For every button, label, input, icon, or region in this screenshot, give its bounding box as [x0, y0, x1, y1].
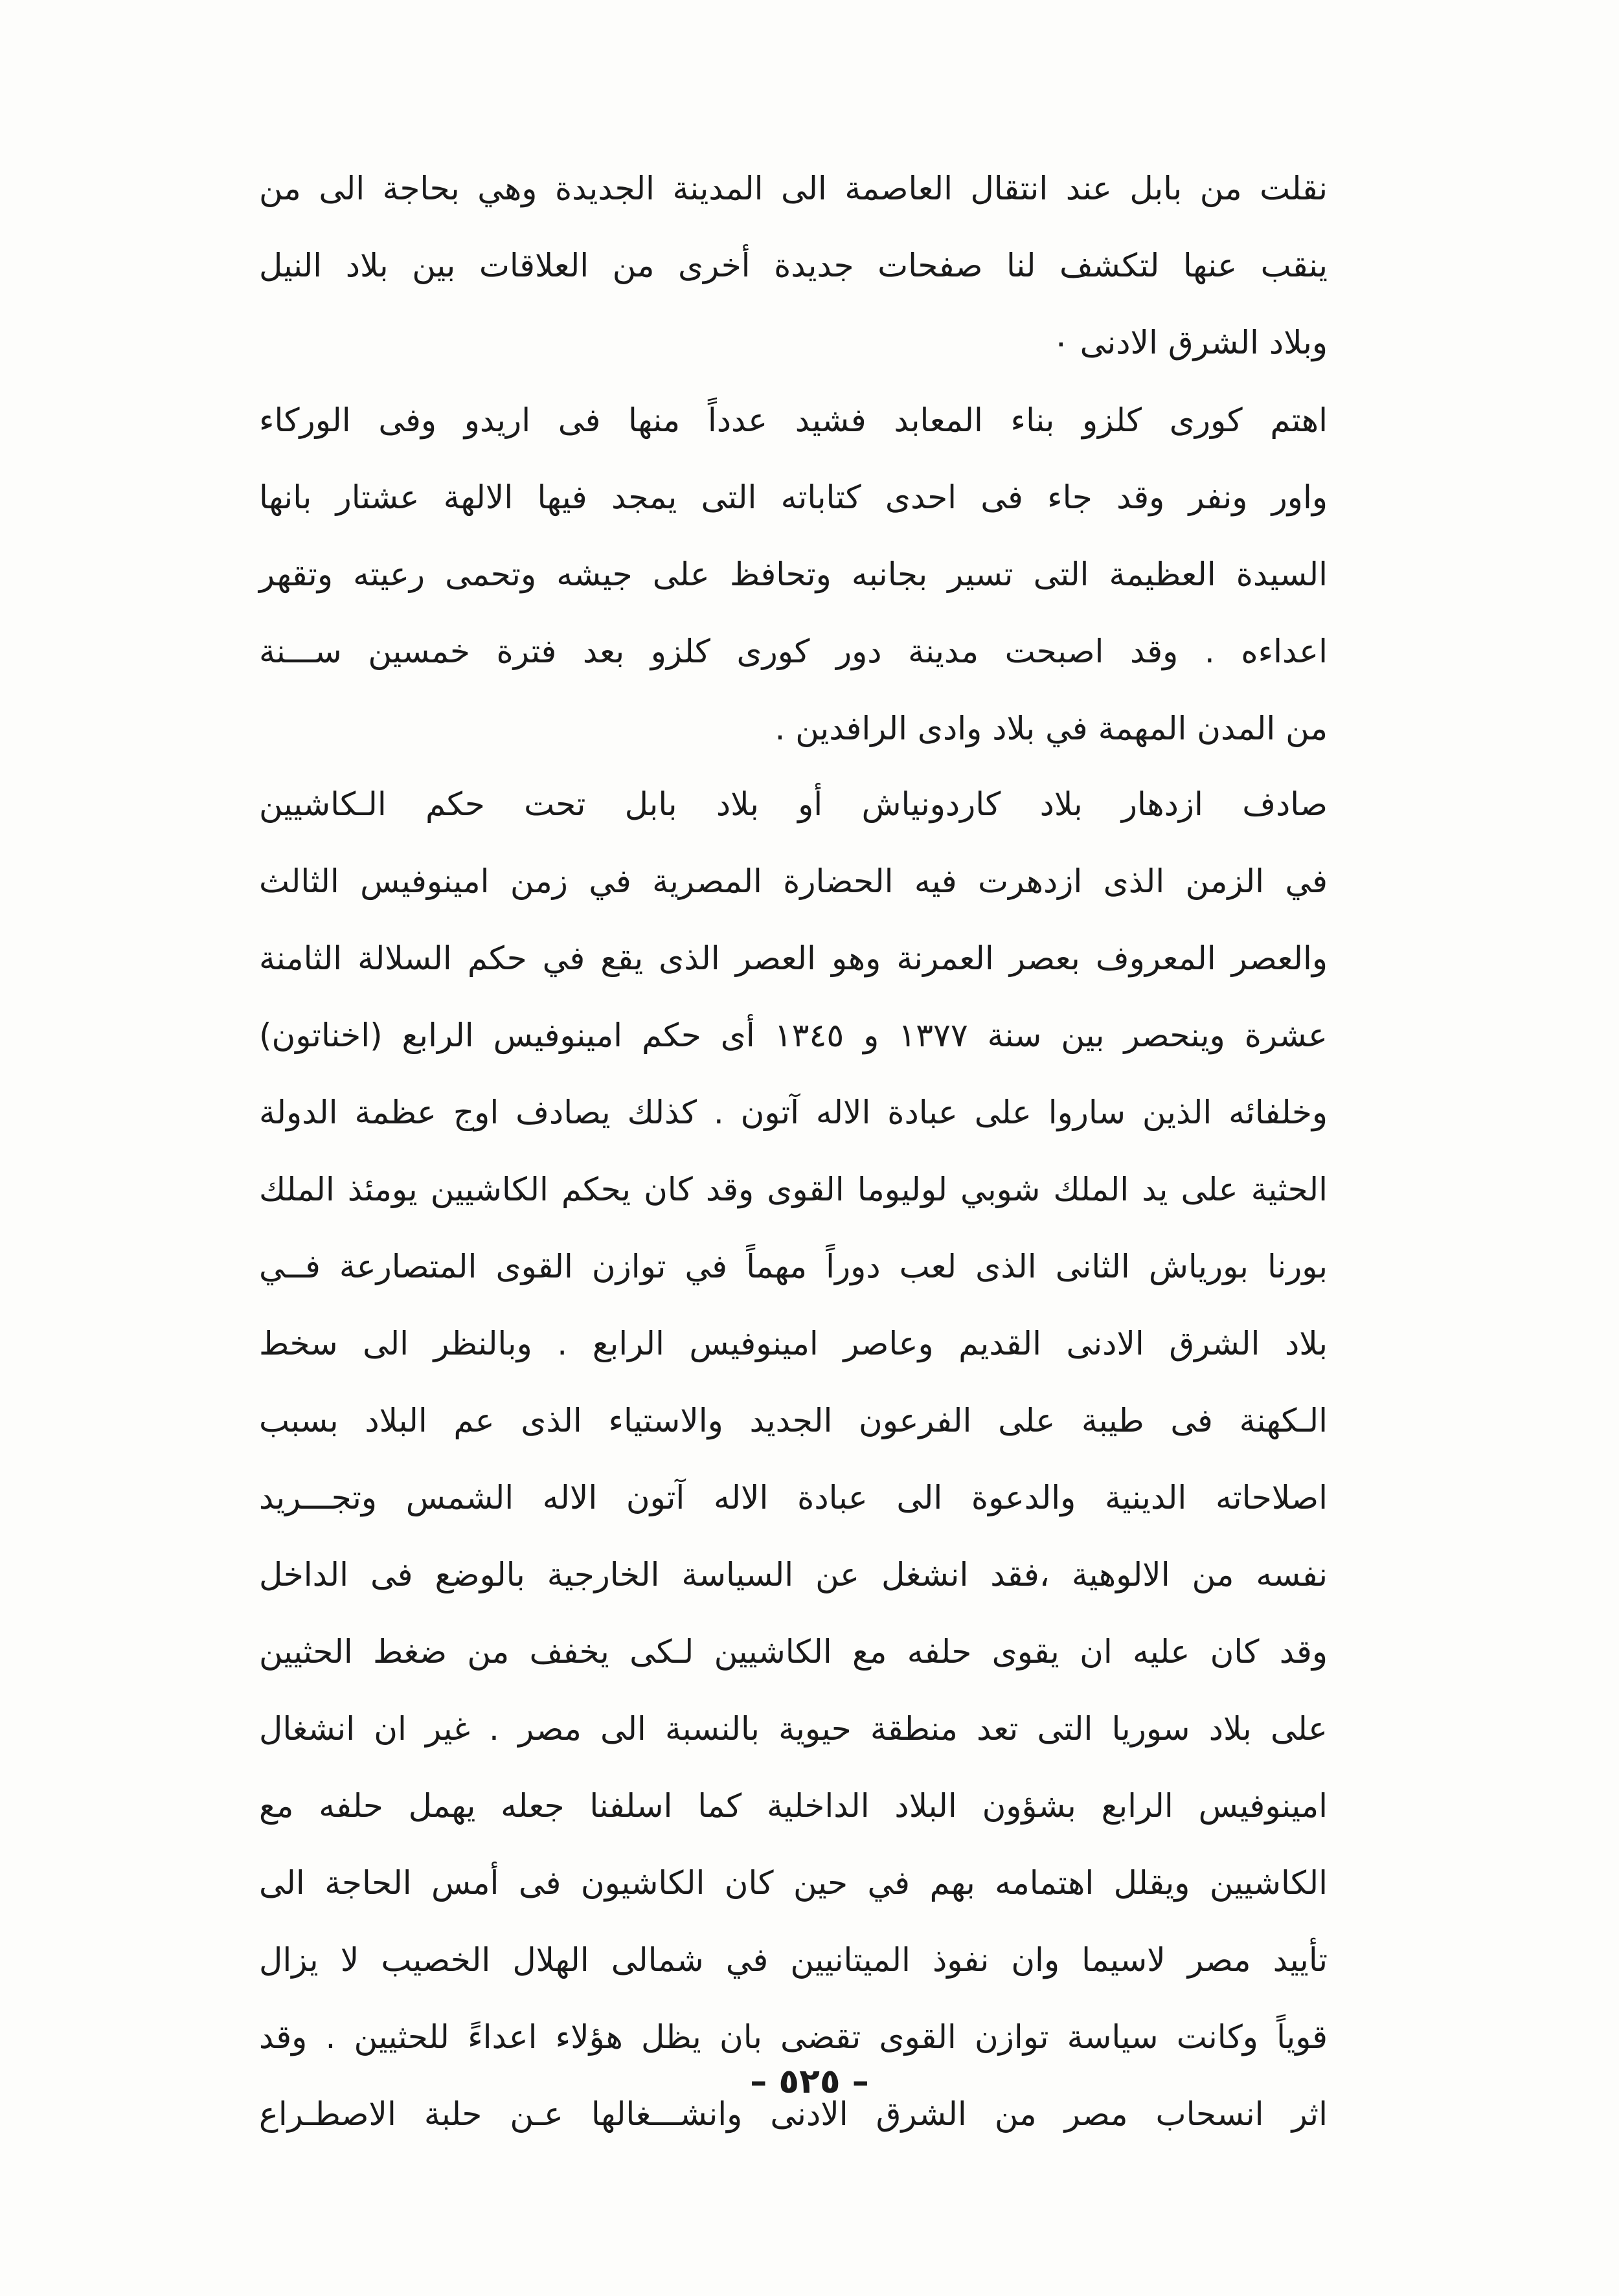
text-line: قوياً وكانت سياسة توازن القوى تقضى بان يظل هؤلاء اعداءً للحثيين . وقد: [259, 2018, 1328, 2056]
text-line: وبلاد الشرق الادنى ٠: [1052, 324, 1328, 361]
page-number: – ٥٢٥ –: [750, 2062, 869, 2101]
text-line: نقلت من بابل عند انتقال العاصمة الى المدينة الجديدة وهي بحاجة الى من: [259, 170, 1328, 207]
text-line: اثر انسحاب مصر من الشرق الادنى وانشـــغالها عـن حلبة الاصطـراع: [259, 2095, 1328, 2133]
text-line: بورنا بورياش الثانى الذى لعب دوراً مهماً في توازن القوى المتصارعة فــي: [259, 1248, 1328, 1285]
text-line: الحثية على يد الملك شوبي لوليوما القوى وقد كان يحكم الكاشيين يومئذ الملك: [259, 1171, 1328, 1208]
text-line: امينوفيس الرابع بشؤون البلاد الداخلية كما اسلفنا جعله يهمل حلفه مع: [259, 1787, 1328, 1825]
text-line: وقد كان عليه ان يقوى حلفه مع الكاشيين لـكى يخفف من ضغط الحثيين: [259, 1633, 1328, 1671]
text-line: عشرة وينحصر بين سنة ١٣٧٧ و ١٣٤٥ أى حكم امينوفيس الرابع (اخناتون): [259, 1017, 1328, 1054]
text-line: على بلاد سوريا التى تعد منطقة حيوية بالنسبة الى مصر . غير ان انشغال: [259, 1710, 1328, 1748]
text-line: والعصر المعروف بعصر العمرنة وهو العصر الذى يقع في حكم السلالة الثامنة: [259, 940, 1328, 977]
text-line: الـكهنة فى طيبة على الفرعون الجديد والاستياء الذى عم البلاد بسبب: [259, 1402, 1328, 1439]
text-line: وخلفائه الذين ساروا على عبادة الاله آتون . كذلك يصادف اوج عظمة الدولة: [259, 1094, 1328, 1131]
text-line: نفسه من الالوهية ،فقد انشغل عن السياسة الخارجية بالوضع فى الداخل: [259, 1556, 1328, 1593]
paragraph-2: [259, 382, 1328, 767]
text-line: صادف ازدهار بلاد كاردونياش أو بلاد بابل تحت حكم الـكاشيين: [259, 785, 1328, 823]
text-line: الكاشيين ويقلل اهتمامه بهم في حين كان الكاشيون فى أمس الحاجة الى: [259, 1864, 1328, 1902]
text-line: اهتم كورى كلزو بناء المعابد فشيد عدداً منها فى اريدو وفى الوركاء: [259, 401, 1328, 439]
text-line: واور ونفر وقد جاء فى احدى كتاباته التى يمجد فيها الالهة عشتار بانها: [259, 478, 1328, 516]
paragraph-1: [259, 150, 1328, 381]
text-line: في الزمن الذى ازدهرت فيه الحضارة المصرية في زمن امينوفيس الثالث: [259, 862, 1328, 900]
paragraph-3: [259, 766, 1328, 2153]
text-line: اعداءه . وقد اصبحت مدينة دور كورى كلزو بعد فترة خمسين ســـنة: [259, 633, 1328, 670]
text-line: اصلاحاته الدينية والدعوة الى عبادة الاله آتون الاله الشمس وتجـــريد: [259, 1479, 1328, 1516]
text-line: ينقب عنها لتكشف لنا صفحات جديدة أخرى من العلاقات بين بلاد النيل: [259, 247, 1328, 284]
text-line: من المدن المهمة في بلاد وادى الرافدين .: [775, 710, 1328, 747]
text-line: تأييد مصر لاسيما وان نفوذ الميتانيين في شمالى الهلال الخصيب لا يزال: [259, 1941, 1328, 1979]
text-line: السيدة العظيمة التى تسير بجانبه وتحافظ على جيشه وتحمى رعيته وتقهر: [259, 556, 1328, 593]
text-line: بلاد الشرق الادنى القديم وعاصر امينوفيس الرابع . وبالنظر الى سخط: [259, 1325, 1328, 1362]
